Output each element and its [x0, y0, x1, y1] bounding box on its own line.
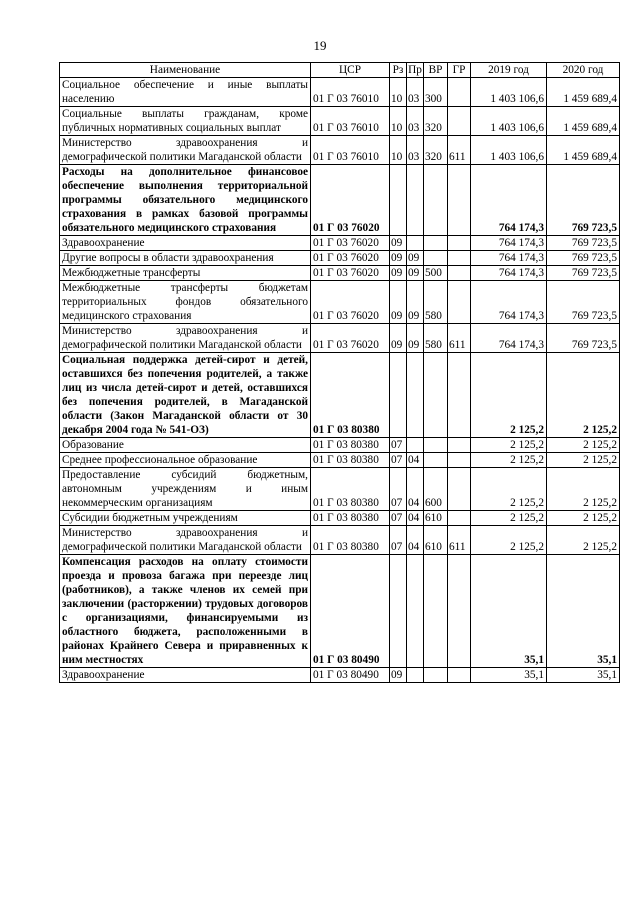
row-name-cell: Другие вопросы в области здравоохранения	[60, 251, 311, 266]
row-vr-cell	[424, 165, 448, 236]
row-pr-cell	[407, 353, 424, 438]
row-name-cell: Здравоохранение	[60, 236, 311, 251]
row-2020-cell: 1 459 689,4	[547, 78, 620, 107]
row-name-cell: Межбюджетные трансферты бюджетам территориальных фондов обязательного медицинского страхования	[60, 281, 311, 324]
row-name-cell: Субсидии бюджетным учреждениям	[60, 511, 311, 526]
row-pr-cell	[407, 668, 424, 683]
row-pr-cell: 04	[407, 511, 424, 526]
row-vr-cell: 320	[424, 107, 448, 136]
row-2019-cell: 2 125,2	[471, 438, 547, 453]
page-number: 19	[313, 38, 327, 53]
row-csr-cell: 01 Г 03 76020	[311, 324, 390, 353]
row-vr-cell: 320	[424, 136, 448, 165]
table-row	[60, 136, 620, 165]
table-row	[60, 468, 620, 511]
row-rz-cell: 09	[390, 324, 407, 353]
row-csr-cell: 01 Г 03 80380	[311, 453, 390, 468]
row-name-cell: Образование	[60, 438, 311, 453]
table-row	[60, 324, 620, 353]
row-rz-cell: 07	[390, 453, 407, 468]
table-row	[60, 281, 620, 324]
row-vr-cell	[424, 251, 448, 266]
row-name-cell: Министерство здравоохранения и демографической политики Магаданской области	[60, 526, 311, 555]
row-2020-cell: 2 125,2	[547, 438, 620, 453]
row-2020-cell: 35,1	[547, 555, 620, 668]
row-csr-cell: 01 Г 03 76020	[311, 236, 390, 251]
row-pr-cell: 09	[407, 324, 424, 353]
row-name-cell: Предоставление субсидий бюджетным, автономным учреждениям и иным некоммерческим организациям	[60, 468, 311, 511]
row-2019-cell: 764 174,3	[471, 251, 547, 266]
row-2020-cell: 769 723,5	[547, 236, 620, 251]
row-vr-cell	[424, 555, 448, 668]
row-vr-cell: 610	[424, 526, 448, 555]
row-2020-cell: 2 125,2	[547, 468, 620, 511]
table-row	[60, 453, 620, 468]
header-rz: Рз	[390, 63, 407, 78]
row-rz-cell	[390, 353, 407, 438]
row-gr-cell	[448, 438, 471, 453]
row-vr-cell	[424, 668, 448, 683]
row-name-cell: Здравоохранение	[60, 668, 311, 683]
row-2019-cell: 35,1	[471, 555, 547, 668]
row-2019-cell: 1 403 106,6	[471, 107, 547, 136]
row-vr-cell: 300	[424, 78, 448, 107]
row-2020-cell: 35,1	[547, 668, 620, 683]
row-name-cell: Расходы на дополнительное финансовое обеспечение выполнения территориальной программы обязательного медицинского страхования в рамках базовой программы обязательного медицинского страхования	[60, 165, 311, 236]
row-rz-cell: 07	[390, 526, 407, 555]
row-gr-cell	[448, 353, 471, 438]
table-row	[60, 107, 620, 136]
row-gr-cell	[448, 668, 471, 683]
table-row	[60, 165, 620, 236]
row-gr-cell	[448, 468, 471, 511]
row-2019-cell: 1 403 106,6	[471, 136, 547, 165]
row-pr-cell: 09	[407, 281, 424, 324]
row-csr-cell: 01 Г 03 76020	[311, 165, 390, 236]
row-2020-cell: 2 125,2	[547, 353, 620, 438]
row-pr-cell	[407, 555, 424, 668]
row-2019-cell: 2 125,2	[471, 526, 547, 555]
row-2020-cell: 1 459 689,4	[547, 107, 620, 136]
row-name-cell: Межбюджетные трансферты	[60, 266, 311, 281]
row-gr-cell	[448, 165, 471, 236]
table-row	[60, 668, 620, 683]
row-gr-cell	[448, 266, 471, 281]
table-row	[60, 526, 620, 555]
row-2019-cell: 764 174,3	[471, 266, 547, 281]
row-vr-cell	[424, 236, 448, 251]
row-2019-cell: 35,1	[471, 668, 547, 683]
table-row	[60, 236, 620, 251]
table-row	[60, 353, 620, 438]
row-pr-cell: 04	[407, 526, 424, 555]
row-vr-cell: 500	[424, 266, 448, 281]
row-csr-cell: 01 Г 03 76010	[311, 136, 390, 165]
row-2019-cell: 2 125,2	[471, 511, 547, 526]
row-pr-cell	[407, 438, 424, 453]
table-header-row	[60, 63, 620, 78]
row-2020-cell: 2 125,2	[547, 453, 620, 468]
row-pr-cell: 03	[407, 136, 424, 165]
row-name-cell: Социальное обеспечение и иные выплаты населению	[60, 78, 311, 107]
row-pr-cell: 09	[407, 266, 424, 281]
row-csr-cell: 01 Г 03 80380	[311, 511, 390, 526]
row-pr-cell: 09	[407, 251, 424, 266]
row-rz-cell: 07	[390, 468, 407, 511]
header-vr: ВР	[424, 63, 448, 78]
row-name-cell: Социальная поддержка детей-сирот и детей, оставшихся без попечения родителей, а также лиц из числа детей-сирот и детей, оставшихся без попечения родителей, в Магаданской области (Закон Магаданской области от 30 декабря 2004 года № 541-ОЗ)	[60, 353, 311, 438]
row-name-cell: Компенсация расходов на оплату стоимости проезда и провоза багажа при переезде лиц (работников), а также членов их семей при заключении (расторжении) трудовых договоров с организациями, финансируемыми из областного бюджета, расположенными в районах Крайнего Севера и приравненных к ним местностях	[60, 555, 311, 668]
row-gr-cell	[448, 78, 471, 107]
row-csr-cell: 01 Г 03 76010	[311, 78, 390, 107]
table-row	[60, 266, 620, 281]
row-pr-cell	[407, 236, 424, 251]
row-csr-cell: 01 Г 03 80490	[311, 668, 390, 683]
row-rz-cell: 10	[390, 107, 407, 136]
row-name-cell: Министерство здравоохранения и демографической политики Магаданской области	[60, 324, 311, 353]
row-2020-cell: 2 125,2	[547, 526, 620, 555]
row-2019-cell: 764 174,3	[471, 324, 547, 353]
row-vr-cell: 600	[424, 468, 448, 511]
row-csr-cell: 01 Г 03 80380	[311, 353, 390, 438]
row-csr-cell: 01 Г 03 76020	[311, 251, 390, 266]
row-gr-cell	[448, 107, 471, 136]
row-gr-cell	[448, 236, 471, 251]
table-row	[60, 438, 620, 453]
row-gr-cell	[448, 511, 471, 526]
row-2020-cell: 769 723,5	[547, 251, 620, 266]
row-vr-cell: 580	[424, 281, 448, 324]
header-name: Наименование	[60, 63, 311, 78]
budget-table	[59, 62, 620, 683]
row-2019-cell: 1 403 106,6	[471, 78, 547, 107]
row-gr-cell	[448, 251, 471, 266]
row-2019-cell: 2 125,2	[471, 353, 547, 438]
row-pr-cell: 04	[407, 453, 424, 468]
row-vr-cell: 610	[424, 511, 448, 526]
row-2019-cell: 764 174,3	[471, 281, 547, 324]
row-pr-cell: 03	[407, 78, 424, 107]
row-vr-cell	[424, 438, 448, 453]
row-2020-cell: 769 723,5	[547, 281, 620, 324]
row-2020-cell: 1 459 689,4	[547, 136, 620, 165]
row-csr-cell: 01 Г 03 80380	[311, 468, 390, 511]
row-rz-cell: 09	[390, 266, 407, 281]
row-csr-cell: 01 Г 03 80380	[311, 438, 390, 453]
row-rz-cell: 07	[390, 511, 407, 526]
row-pr-cell: 04	[407, 468, 424, 511]
row-gr-cell	[448, 281, 471, 324]
row-2019-cell: 764 174,3	[471, 236, 547, 251]
row-rz-cell: 09	[390, 251, 407, 266]
row-rz-cell	[390, 555, 407, 668]
header-2019: 2019 год	[471, 63, 547, 78]
row-rz-cell: 09	[390, 668, 407, 683]
row-vr-cell: 580	[424, 324, 448, 353]
row-rz-cell: 07	[390, 438, 407, 453]
row-csr-cell: 01 Г 03 76020	[311, 266, 390, 281]
table-row	[60, 251, 620, 266]
row-rz-cell: 09	[390, 281, 407, 324]
row-gr-cell: 611	[448, 136, 471, 165]
row-csr-cell: 01 Г 03 76010	[311, 107, 390, 136]
row-2019-cell: 764 174,3	[471, 165, 547, 236]
row-2020-cell: 769 723,5	[547, 266, 620, 281]
row-gr-cell: 611	[448, 324, 471, 353]
header-pr: Пр	[408, 64, 422, 76]
row-2019-cell: 2 125,2	[471, 453, 547, 468]
row-name-cell: Министерство здравоохранения и демографической политики Магаданской области	[60, 136, 311, 165]
row-name-cell: Социальные выплаты гражданам, кроме публичных нормативных социальных выплат	[60, 107, 311, 136]
table-row	[60, 555, 620, 668]
row-vr-cell	[424, 453, 448, 468]
header-gr: ГР	[448, 63, 471, 78]
row-csr-cell: 01 Г 03 80490	[311, 555, 390, 668]
row-2020-cell: 769 723,5	[547, 165, 620, 236]
table-row	[60, 78, 620, 107]
row-vr-cell	[424, 353, 448, 438]
row-gr-cell	[448, 555, 471, 668]
table-row	[60, 511, 620, 526]
row-name-cell: Среднее профессиональное образование	[60, 453, 311, 468]
row-rz-cell	[390, 165, 407, 236]
row-csr-cell: 01 Г 03 76020	[311, 281, 390, 324]
row-rz-cell: 10	[390, 78, 407, 107]
row-rz-cell: 10	[390, 136, 407, 165]
row-rz-cell: 09	[390, 236, 407, 251]
row-gr-cell	[448, 453, 471, 468]
row-2020-cell: 769 723,5	[547, 324, 620, 353]
row-pr-cell	[407, 165, 424, 236]
header-2020: 2020 год	[547, 63, 620, 78]
header-csr: ЦСР	[311, 63, 390, 78]
row-pr-cell: 03	[407, 107, 424, 136]
row-gr-cell: 611	[448, 526, 471, 555]
row-2019-cell: 2 125,2	[471, 468, 547, 511]
row-2020-cell: 2 125,2	[547, 511, 620, 526]
row-csr-cell: 01 Г 03 80380	[311, 526, 390, 555]
